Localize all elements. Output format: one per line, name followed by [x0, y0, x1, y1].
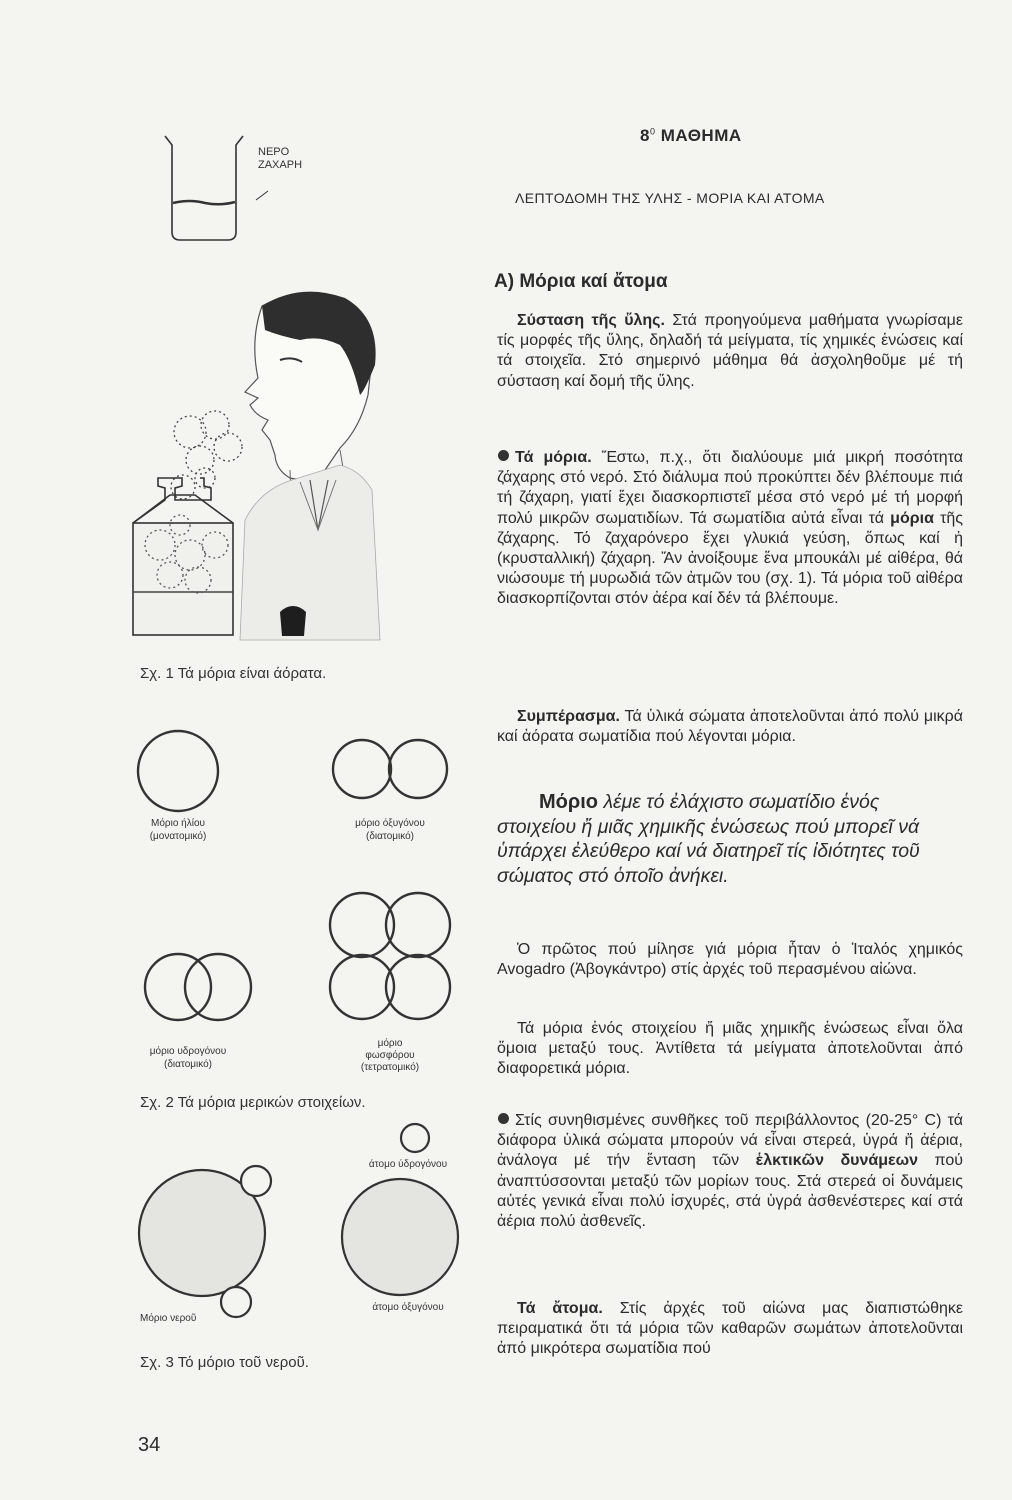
- bottle-cap: [280, 606, 306, 636]
- phosphorus-atom-2: [386, 893, 450, 957]
- oxygen-label-2: (διατομικό): [365, 831, 415, 842]
- oxygen-atom-1: [333, 740, 391, 798]
- hydrogen-atom-label: άτομο ύδρογόνου: [368, 1159, 448, 1170]
- paragraph-states: Στίς συνηθισμένες συνθῆκες τοῦ περιβάλλοντος (20-25° C) τά διάφορα ὑλικά σώματα μπορούν νά εἶναι στερεά, ὑγρά ἤ ἀέρια, ἀνάλογα μέ τήν ἔνταση τῶν ἑλκτικῶν δυνάμεων πού ἀναπτύσσονται μεταξύ τῶν μορίων τους. Στά στερεά οἱ δυνάμεις αὐτές γενικά εἶναι πολύ ἰσχυρές, στά ὑγρά ἀσθενέστερες καί στά ἀέρια πολύ ἀσθενεῖς.: [497, 1112, 964, 1231]
- water-molecule-label: Μόριο νεροῦ: [140, 1313, 197, 1324]
- man-smelling-illustration: [240, 292, 380, 640]
- hydrogen-atom-2: [185, 954, 251, 1020]
- page-number: 34: [138, 1434, 161, 1456]
- fig2-caption: Σχ. 2 Τά μόρια μερικών στοιχείων.: [140, 1094, 366, 1111]
- helium-molecule: [138, 731, 218, 811]
- bullet-icon: [498, 450, 509, 461]
- beaker-illustration: [165, 136, 268, 240]
- helium-label-1: Μόριο ήλίου: [151, 818, 205, 829]
- phosphorus-label-1: μόριο: [377, 1038, 403, 1049]
- phosphorus-atom-3: [330, 955, 394, 1019]
- lesson-number: $8^0$ ΜΑΘΗΜΑ: [640, 126, 742, 145]
- phosphorus-atom-1: [330, 893, 394, 957]
- ether-bottle: [133, 478, 233, 635]
- water-molecule-diagram: [139, 1124, 458, 1317]
- fig3-caption: Σχ. 3 Τό μόριο τοῦ νεροῦ.: [140, 1354, 309, 1371]
- molecule-definition: Μόριο λέμε τό ἐλάχιστο σωματίδιο ἑνός στοιχείου ἤ μιᾶς χημικῆς ἑνώσεως πού μπορεῖ νά ὑπάρχει ἐλεύθερο καί νά διατηρεῖ τίς ἰδιότητες τοῦ σώματος στό ὁποῖο ἀνήκει.: [497, 791, 920, 887]
- bullet-icon: [498, 1113, 509, 1124]
- oxygen-label-1: μόριο όξυγόνου: [355, 818, 425, 829]
- phosphorus-atom-4: [386, 955, 450, 1019]
- molecule-diagrams: [138, 731, 450, 1020]
- fig1-caption: Σχ. 1 Τά μόρια είναι άόρατα.: [140, 665, 327, 682]
- phosphorus-label-2: φωσφόρου: [365, 1050, 415, 1061]
- oxygen-atom-label: άτομο όξυγόνου: [372, 1302, 444, 1313]
- lesson-title: ΛΕΠΤΟΔΟΜΗ ΤΗΣ ΥΛΗΣ - ΜΟΡΙΑ ΚΑΙ ΑΤΟΜΑ: [515, 190, 825, 206]
- paragraph-conclusion: Συμπέρασμα. Τά ὑλικά σώματα ἀποτελοῦνται ἀπό πολύ μικρά καί ἀόρατα σωματίδια πού λέγονται μόρια.: [497, 708, 963, 746]
- beaker-label-water: ΝΕΡΟ: [258, 146, 290, 158]
- beaker-label-sugar: ΖΑΧΑΡΗ: [258, 159, 303, 171]
- hydrogen-atom-1: [145, 954, 211, 1020]
- oxygen-atom-2: [389, 740, 447, 798]
- helium-label-2: (μονατομικό): [149, 831, 207, 842]
- paragraph-same-molecules: Τά μόρια ἑνός στοιχείου ἤ μιᾶς χημικῆς ἑνώσεως εἶναι ὅλα ὅμοια μεταξύ τους. Ἀντίθετα τά μείγματα ἀποτελοῦνται ἀπό διαφορετικά μόρια.: [497, 1020, 963, 1078]
- phosphorus-label-3: (τετρατομικό): [360, 1062, 420, 1073]
- hydrogen-label-2: (διατομικό): [163, 1059, 213, 1070]
- paragraph-composition: Σύσταση τῆς ὕλης. Στά προηγούμενα μαθήματα γνωρίσαμε τίς μορφές τῆς ὕλης, δηλαδή τά μείγματα, τίς χημικές ἑνώσεις καί τά στοιχεῖα. Στό σημερινό μάθημα θά ἀσχοληθοῦμε μέ τή σύσταση καί δομή τῆς ὕλης.: [497, 312, 964, 390]
- paragraph-avogadro: Ὁ πρῶτος πού μίλησε γιά μόρια ἦταν ὁ Ἰταλός χημικός Avogadro (Ἀβογκάντρο) στίς ἀρχές τοῦ περασμένου αἰώνα.: [497, 941, 963, 979]
- paragraph-molecules: Τά μόρια. Ἔστω, π.χ., ὅτι διαλύουμε μιά μικρή ποσότητα ζάχαρης στό νερό. Στό διάλυμα πού προκύπτει δέν βλέπουμε πιά τή ζάχαρη, γιατί ἔχει διασκορπιστεῖ μέσα στό νερό μέ τή μορφή πολύ μικρῶν σωματιδίων. Τά σωματίδια αὐτά εἶναι τά μόρια τῆς ζάχαρης. Τό ζαχαρόνερο ἔχει γλυκιά γεύση, ὅπως καί ἡ (κρυσταλλική) ζάχαρη. Ἄν ἀνοίξουμε ἕνα μπουκάλι μέ αἰθέρα, θά νιώσουμε τή μυρωδιά τῶν ἀτμῶν του (σχ. 1). Τά μόρια τοῦ αἰθέρα διασκορπίζονται στόν ἀέρα καί δέν τά βλέπουμε.: [497, 449, 964, 608]
- section-heading: Α) Μόρια καί ἄτομα: [494, 271, 668, 292]
- paragraph-atoms: Τά ἄτομα. Στίς ἀρχές τοῦ αἰώνα μας διαπιστώθηκε πειραματικά ὅτι τά μόρια τῶν καθαρῶν σωμάτων ἀποτελοῦνται ἀπό μικρότερα σωματίδια πού: [497, 1300, 963, 1358]
- hydrogen-label-1: μόριο υδρογόνου: [149, 1046, 227, 1057]
